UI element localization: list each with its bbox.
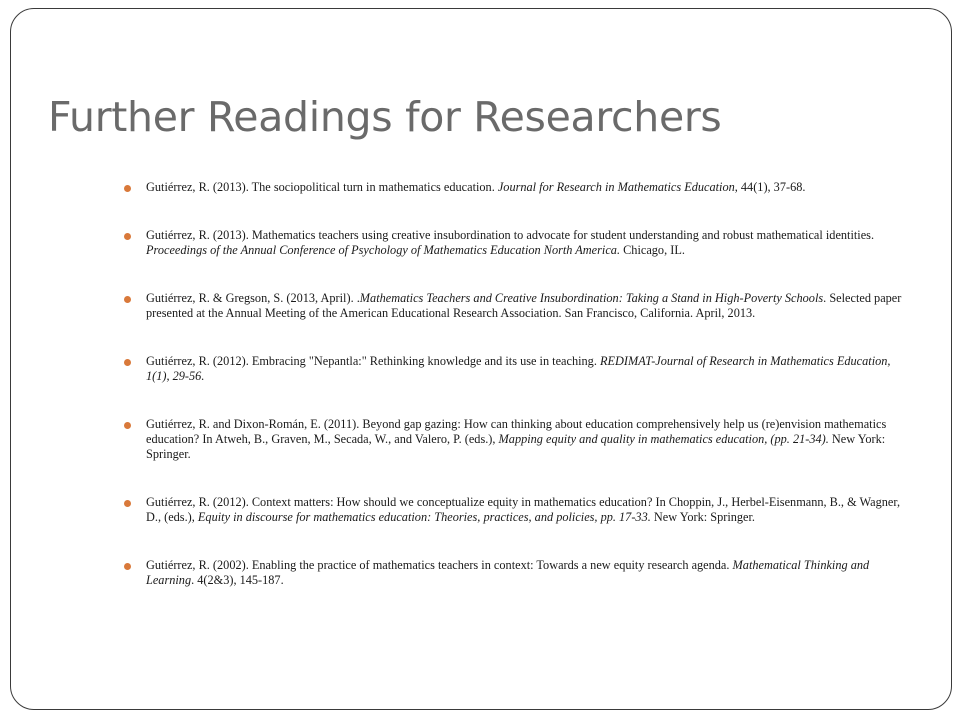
- reference-segment: New York: Springer.: [650, 510, 755, 524]
- reference-source-italic: Proceedings of the Annual Conference of Psychology of Mathematics Education North America.: [146, 243, 621, 257]
- slide-frame: [10, 8, 952, 710]
- slide-title: Further Readings for Researchers: [48, 93, 722, 141]
- reference-item: [124, 495, 904, 525]
- bullet-dot-icon: [124, 296, 131, 303]
- reference-segment: Chicago, IL.: [620, 243, 685, 257]
- reference-source-italic: Mathematics Teachers and Creative Insubordination: Taking a Stand in High-Poverty Schools: [359, 291, 824, 305]
- reference-source-italic: Equity in discourse for mathematics education: Theories, practices, and policies, pp. 17-33.: [197, 510, 651, 524]
- reference-segment: New York: Springer.: [146, 432, 886, 461]
- reference-text: [146, 180, 904, 195]
- reference-segment: . Selected paper presented at the Annual Meeting of the American Educational Research Association. San Francisco, California. April, 2013.: [146, 291, 902, 320]
- reference-text: [146, 558, 904, 588]
- reference-segment: , 44(1), 37-68.: [734, 180, 806, 194]
- reference-item: [124, 558, 904, 588]
- reference-text: [146, 417, 904, 462]
- reference-segment: Gutiérrez, R. (2012). Embracing "Nepantla:" Rethinking knowledge and its use in teaching.: [146, 354, 600, 368]
- reference-item: [124, 417, 904, 462]
- reference-item: [124, 228, 904, 258]
- reference-list: [124, 180, 904, 621]
- reference-source-italic: Journal for Research in Mathematics Education: [497, 180, 735, 194]
- reference-item: [124, 180, 904, 195]
- reference-segment: Gutiérrez, R. (2013). Mathematics teachers using creative insubordination to advocate for student understanding and robust mathematical identities.: [146, 228, 875, 242]
- reference-segment: Gutiérrez, R. (2002). Enabling the practice of mathematics teachers in context: Towards a new equity research agenda.: [146, 558, 733, 572]
- reference-text: [146, 291, 904, 321]
- reference-source-italic: REDIMAT-Journal of Research in Mathematics Education, 1(1), 29-56.: [146, 354, 891, 383]
- reference-segment: . 4(2&3), 145-187.: [191, 573, 284, 587]
- bullet-dot-icon: [124, 233, 131, 240]
- reference-segment: Gutiérrez, R. and Dixon-Román, E. (2011). Beyond gap gazing: How can thinking about education comprehensively help us (re)envision mathematics education? In Atweh, B., Graven, M., Secada, W., and Valero, P. (eds.),: [146, 417, 887, 446]
- reference-item: [124, 354, 904, 384]
- bullet-dot-icon: [124, 563, 131, 570]
- reference-segment: Gutiérrez, R. & Gregson, S. (2013, April). .: [146, 291, 360, 305]
- bullet-dot-icon: [124, 359, 131, 366]
- reference-text: [146, 228, 904, 258]
- reference-segment: Gutiérrez, R. (2012). Context matters: How should we conceptualize equity in mathematics education? In Choppin, J., Herbel-Eisenmann, B., & Wagner, D., (eds.),: [146, 495, 901, 524]
- reference-segment: Gutiérrez, R. (2013). The sociopolitical turn in mathematics education.: [146, 180, 498, 194]
- reference-text: [146, 495, 904, 525]
- reference-source-italic: Mapping equity and quality in mathematics education, (pp. 21-34).: [498, 432, 829, 446]
- bullet-dot-icon: [124, 500, 131, 507]
- bullet-dot-icon: [124, 185, 131, 192]
- bullet-dot-icon: [124, 422, 131, 429]
- reference-text: [146, 354, 904, 384]
- reference-source-italic: Mathematical Thinking and Learning: [146, 558, 870, 587]
- reference-item: [124, 291, 904, 321]
